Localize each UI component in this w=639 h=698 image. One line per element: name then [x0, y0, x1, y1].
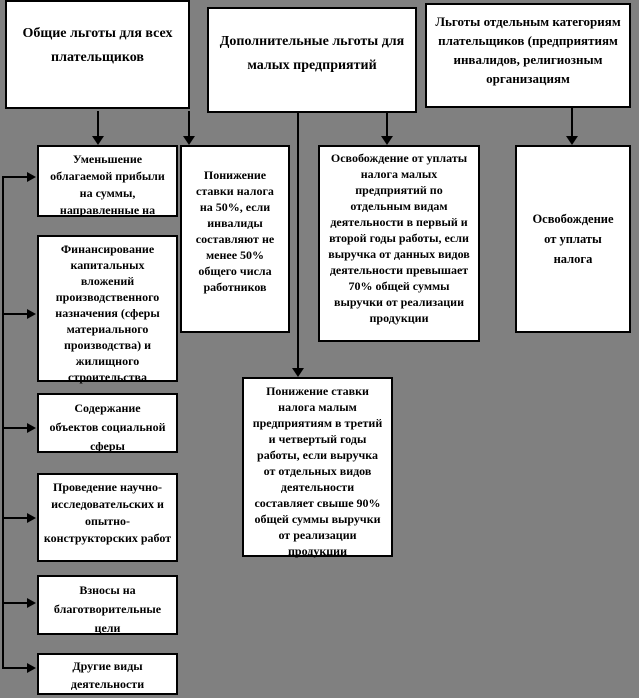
node-social-objects: Содержание объектов социальной сферы — [37, 393, 178, 453]
node-tax-exemption: Освобождение от уплаты налога — [515, 145, 631, 333]
rail-branch-research-line — [2, 517, 28, 519]
connector-general-to-rate50-line — [188, 111, 190, 138]
connector-categories-to-exemption-arrowhead — [566, 136, 578, 145]
node-exemption-small-business: Освобождение от уплаты налога малых предприятий по отдельным видам деятельности в первый и второй годы работы, если выручка от данных видов деятельности превышает 70% общей суммы выручки от реализации продукции — [318, 145, 480, 342]
connector-additional-to-rate34-line — [297, 111, 299, 370]
node-general-benefits: Общие льготы для всех плательщиков — [5, 0, 190, 109]
node-capital-financing: Финансирование капитальных вложений производственного назначения (сферы материального производства) и жилищного строительства — [37, 235, 178, 382]
rail-branch-research-arrowhead — [27, 513, 36, 523]
connector-general-to-rate50-arrowhead — [183, 136, 195, 145]
connector-categories-to-exemption-line — [571, 106, 573, 138]
rail-branch-financing-line — [2, 313, 28, 315]
node-research-works: Проведение научно-исследовательских и опытно-конструкторских работ — [37, 473, 178, 562]
connector-additional-to-exempt-small-arrowhead — [381, 136, 393, 145]
rail-branch-social-arrowhead — [27, 423, 36, 433]
node-reduce-taxable-profit: Уменьшение облагаемой прибыли на суммы, направленные на — [37, 145, 178, 217]
node-category-benefits: Льготы отдельным категориям плательщиков (предприятиям инвалидов, религиозным организациям — [425, 3, 631, 108]
rail-branch-social-line — [2, 427, 28, 429]
connector-general-to-reduce-profit-line — [97, 111, 99, 138]
connector-additional-to-exempt-small-line — [386, 111, 388, 138]
rail-branch-financing-arrowhead — [27, 309, 36, 319]
connector-general-to-reduce-profit-arrowhead — [92, 136, 104, 145]
rail-branch-reduce-profit-line — [2, 176, 28, 178]
rail-branch-other-arrowhead — [27, 663, 36, 673]
node-other-activities: Другие виды деятельности — [37, 653, 178, 695]
node-additional-benefits: Дополнительные льготы для малых предприятий — [207, 7, 417, 113]
rail-branch-reduce-profit-arrowhead — [27, 172, 36, 182]
rail-branch-charity-arrowhead — [27, 598, 36, 608]
rail-branch-other-line — [2, 667, 28, 669]
node-rate-reduction-50: Понижение ставки налога на 50%, если инвалиды составляют не менее 50% общего числа работников — [180, 145, 290, 333]
connector-additional-to-rate34-arrowhead — [292, 368, 304, 377]
rail-branch-charity-line — [2, 602, 28, 604]
left-rail-line — [2, 176, 4, 669]
node-rate-reduction-years-3-4: Понижение ставки налога малым предприятиям в третий и четвертый годы работы, если выручка от отдельных видов деятельности составляет свыше 90% общей суммы выручки от реализации продукции — [242, 377, 393, 557]
node-charity-contributions: Взносы на благотворительные цели — [37, 575, 178, 635]
